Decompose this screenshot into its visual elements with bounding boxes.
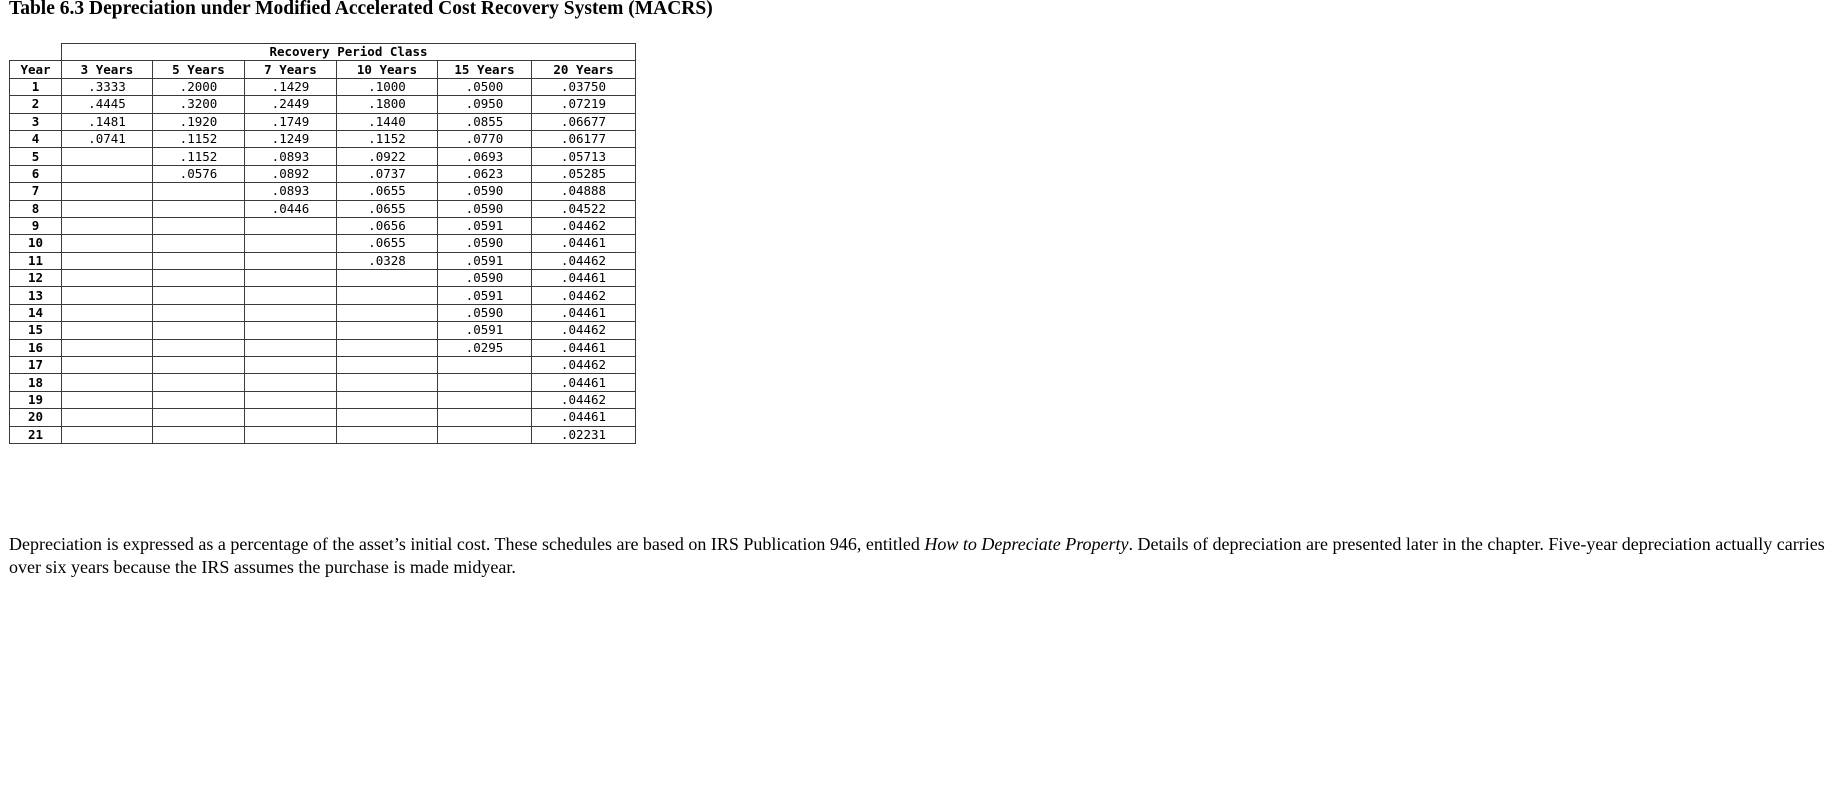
publication-title: How to Depreciate Property xyxy=(924,534,1129,554)
rate-cell: .05713 xyxy=(532,148,636,165)
rate-cell: .0737 xyxy=(337,165,438,182)
rate-cell: .0500 xyxy=(438,78,532,95)
year-cell: 1 xyxy=(10,78,62,95)
year-cell: 5 xyxy=(10,148,62,165)
table-row xyxy=(10,148,636,165)
rate-cell xyxy=(62,409,153,426)
rate-cell: .1800 xyxy=(337,96,438,113)
rate-cell: .0893 xyxy=(245,183,337,200)
rate-cell: .1920 xyxy=(153,113,245,130)
table-row xyxy=(10,113,636,130)
rate-cell: .03750 xyxy=(532,78,636,95)
table-row xyxy=(10,322,636,339)
column-header-15-years: 15 Years xyxy=(438,61,532,78)
rate-cell xyxy=(62,270,153,287)
rate-cell: .05285 xyxy=(532,165,636,182)
year-cell: 7 xyxy=(10,183,62,200)
rate-cell: .1152 xyxy=(153,148,245,165)
rate-cell xyxy=(245,374,337,391)
rate-cell xyxy=(62,339,153,356)
rate-cell xyxy=(153,374,245,391)
rate-cell xyxy=(62,304,153,321)
table-row xyxy=(10,235,636,252)
rate-cell: .02231 xyxy=(532,426,636,443)
rate-cell xyxy=(153,287,245,304)
footnote-text-end: . Details of depreciation are presented later in the chapter. Five-year depreciation actually carries over six years because the IRS assumes the purchase is made midyear. xyxy=(9,534,1825,577)
rate-cell: .1749 xyxy=(245,113,337,130)
rate-cell: .0295 xyxy=(438,339,532,356)
rate-cell: .3200 xyxy=(153,96,245,113)
rate-cell: .04461 xyxy=(532,374,636,391)
rate-cell: .0655 xyxy=(337,235,438,252)
rate-cell: .04462 xyxy=(532,287,636,304)
year-cell: 17 xyxy=(10,357,62,374)
rate-cell: .04462 xyxy=(532,322,636,339)
rate-cell xyxy=(245,391,337,408)
rate-cell xyxy=(337,287,438,304)
rate-cell: .04522 xyxy=(532,200,636,217)
rate-cell: .06677 xyxy=(532,113,636,130)
rate-cell: .3333 xyxy=(62,78,153,95)
column-header-20-years: 20 Years xyxy=(532,61,636,78)
year-cell: 20 xyxy=(10,409,62,426)
rate-cell xyxy=(438,391,532,408)
column-header-3-years: 3 Years xyxy=(62,61,153,78)
rate-cell xyxy=(245,217,337,234)
rate-cell: .0590 xyxy=(438,270,532,287)
year-cell: 15 xyxy=(10,322,62,339)
rate-cell xyxy=(62,426,153,443)
rate-cell: .0855 xyxy=(438,113,532,130)
year-cell: 10 xyxy=(10,235,62,252)
rate-cell xyxy=(245,235,337,252)
rate-cell: .0590 xyxy=(438,304,532,321)
rate-cell: .04461 xyxy=(532,304,636,321)
rate-cell xyxy=(245,270,337,287)
rate-cell: .1000 xyxy=(337,78,438,95)
rate-cell: .0693 xyxy=(438,148,532,165)
rate-cell: .0623 xyxy=(438,165,532,182)
rate-cell: .04462 xyxy=(532,217,636,234)
rate-cell xyxy=(62,357,153,374)
rate-cell xyxy=(245,304,337,321)
table-row xyxy=(10,339,636,356)
rate-cell: .0590 xyxy=(438,200,532,217)
rate-cell xyxy=(245,322,337,339)
column-header-7-years: 7 Years xyxy=(245,61,337,78)
table-row xyxy=(10,287,636,304)
rate-cell: .0950 xyxy=(438,96,532,113)
rate-cell xyxy=(153,322,245,339)
table-row xyxy=(10,183,636,200)
rate-cell xyxy=(153,426,245,443)
rate-cell xyxy=(153,183,245,200)
table-row xyxy=(10,130,636,147)
year-column-header: Year xyxy=(10,61,62,78)
year-cell: 6 xyxy=(10,165,62,182)
table-row xyxy=(10,304,636,321)
rate-cell: .04462 xyxy=(532,252,636,269)
rate-cell xyxy=(62,235,153,252)
rate-cell: .0590 xyxy=(438,235,532,252)
rate-cell: .0655 xyxy=(337,200,438,217)
rate-cell: .1429 xyxy=(245,78,337,95)
year-cell: 11 xyxy=(10,252,62,269)
rate-cell: .0591 xyxy=(438,322,532,339)
table-row xyxy=(10,357,636,374)
table-title: Table 6.3 Depreciation under Modified Accelerated Cost Recovery System (MACRS) xyxy=(9,0,713,19)
year-cell: 14 xyxy=(10,304,62,321)
rate-cell: .1481 xyxy=(62,113,153,130)
table-row xyxy=(10,96,636,113)
year-cell: 21 xyxy=(10,426,62,443)
rate-cell xyxy=(337,409,438,426)
rate-cell: .0741 xyxy=(62,130,153,147)
rate-cell xyxy=(153,217,245,234)
rate-cell: .0892 xyxy=(245,165,337,182)
table-row xyxy=(10,252,636,269)
rate-cell xyxy=(337,322,438,339)
rate-cell xyxy=(153,339,245,356)
rate-cell xyxy=(153,357,245,374)
rate-cell: .07219 xyxy=(532,96,636,113)
rate-cell: .0446 xyxy=(245,200,337,217)
rate-cell: .2000 xyxy=(153,78,245,95)
year-cell: 19 xyxy=(10,391,62,408)
corner-cell xyxy=(10,44,62,61)
rate-cell xyxy=(153,270,245,287)
rate-cell: .04461 xyxy=(532,339,636,356)
rate-cell: .06177 xyxy=(532,130,636,147)
rate-cell xyxy=(337,357,438,374)
rate-cell xyxy=(153,200,245,217)
rate-cell: .0893 xyxy=(245,148,337,165)
rate-cell xyxy=(153,235,245,252)
rate-cell: .0656 xyxy=(337,217,438,234)
year-cell: 12 xyxy=(10,270,62,287)
rate-cell: .0328 xyxy=(337,252,438,269)
macrs-table xyxy=(9,43,636,444)
rate-cell xyxy=(62,183,153,200)
rate-cell xyxy=(438,426,532,443)
footnote-text-start: Depreciation is expressed as a percentage of the asset’s initial cost. These schedules are based on IRS Publication 946, entitled xyxy=(9,534,925,554)
table-row xyxy=(10,200,636,217)
rate-cell xyxy=(337,270,438,287)
rate-cell xyxy=(337,339,438,356)
rate-cell: .04462 xyxy=(532,391,636,408)
rate-cell: .0655 xyxy=(337,183,438,200)
rate-cell xyxy=(245,339,337,356)
group-header-row xyxy=(10,44,636,61)
rate-cell xyxy=(337,391,438,408)
column-header-5-years: 5 Years xyxy=(153,61,245,78)
rate-cell xyxy=(438,409,532,426)
table-row xyxy=(10,391,636,408)
rate-cell xyxy=(245,357,337,374)
year-cell: 8 xyxy=(10,200,62,217)
column-header-row xyxy=(10,61,636,78)
rate-cell: .0922 xyxy=(337,148,438,165)
rate-cell: .04461 xyxy=(532,409,636,426)
rate-cell xyxy=(153,252,245,269)
rate-cell: .1152 xyxy=(153,130,245,147)
rate-cell: .04888 xyxy=(532,183,636,200)
rate-cell xyxy=(245,287,337,304)
rate-cell: .0591 xyxy=(438,252,532,269)
rate-cell xyxy=(62,217,153,234)
rate-cell xyxy=(62,322,153,339)
rate-cell: .0591 xyxy=(438,217,532,234)
year-cell: 3 xyxy=(10,113,62,130)
rate-cell xyxy=(337,426,438,443)
rate-cell xyxy=(62,165,153,182)
table-row xyxy=(10,426,636,443)
rate-cell: .04461 xyxy=(532,235,636,252)
year-cell: 16 xyxy=(10,339,62,356)
rate-cell: .04461 xyxy=(532,270,636,287)
rate-cell xyxy=(62,391,153,408)
rate-cell xyxy=(337,304,438,321)
rate-cell xyxy=(245,409,337,426)
recovery-period-class-header: Recovery Period Class xyxy=(62,44,636,61)
rate-cell xyxy=(62,374,153,391)
rate-cell: .0770 xyxy=(438,130,532,147)
rate-cell xyxy=(62,252,153,269)
rate-cell: .1249 xyxy=(245,130,337,147)
rate-cell xyxy=(337,374,438,391)
rate-cell: .1440 xyxy=(337,113,438,130)
table-body xyxy=(10,78,636,443)
rate-cell xyxy=(62,287,153,304)
table-footnote xyxy=(9,533,1829,578)
rate-cell: .0591 xyxy=(438,287,532,304)
rate-cell xyxy=(153,409,245,426)
table-row xyxy=(10,270,636,287)
table-row xyxy=(10,165,636,182)
year-cell: 9 xyxy=(10,217,62,234)
rate-cell xyxy=(438,357,532,374)
rate-cell xyxy=(62,148,153,165)
column-header-10-years: 10 Years xyxy=(337,61,438,78)
rate-cell: .4445 xyxy=(62,96,153,113)
table-row xyxy=(10,409,636,426)
rate-cell xyxy=(153,391,245,408)
year-cell: 4 xyxy=(10,130,62,147)
year-cell: 2 xyxy=(10,96,62,113)
rate-cell: .0576 xyxy=(153,165,245,182)
year-cell: 13 xyxy=(10,287,62,304)
rate-cell: .2449 xyxy=(245,96,337,113)
rate-cell xyxy=(62,200,153,217)
rate-cell xyxy=(245,252,337,269)
rate-cell xyxy=(438,374,532,391)
year-cell: 18 xyxy=(10,374,62,391)
rate-cell xyxy=(153,304,245,321)
rate-cell: .0590 xyxy=(438,183,532,200)
table-row xyxy=(10,78,636,95)
table-row xyxy=(10,374,636,391)
rate-cell xyxy=(245,426,337,443)
rate-cell: .04462 xyxy=(532,357,636,374)
table-row xyxy=(10,217,636,234)
rate-cell: .1152 xyxy=(337,130,438,147)
